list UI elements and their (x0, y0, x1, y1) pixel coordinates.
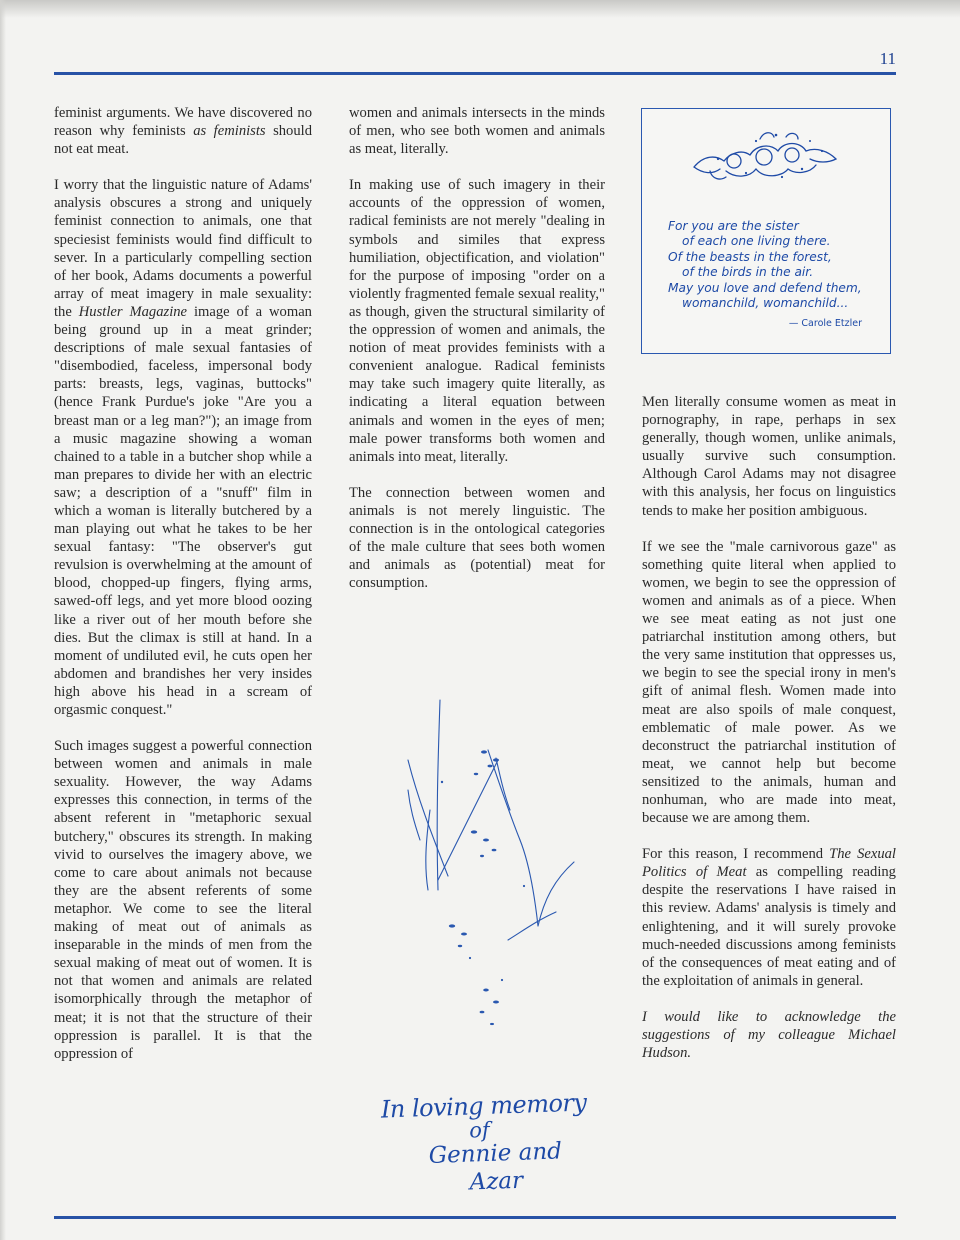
page-number: 11 (879, 49, 896, 68)
poem-line: of each one living there. (682, 234, 831, 249)
article-column-2 (349, 104, 605, 610)
memorial-line: Gennie and Azar (428, 1138, 563, 1196)
italic-phrase: as feminists (193, 123, 266, 140)
acknowledgement-text: I would like to acknowledge the suggestions of my colleague Michael Hudson. (642, 1008, 896, 1062)
col2-paragraph-1: women and animals intersects in the minds of men, who see both women and animals as meat, literally. (349, 105, 605, 158)
poem-verse (668, 219, 888, 311)
col3-paragraph-2: If we see the "male carnivorous gaze" as something quite literal when applied to women, we begin to see the oppression of women and animals as of a piece. When we see meat eating as not just one patriarchal institution among others, but the very same institution that oppresses us, we begin to see the special irony in men's gift of animal flesh. Women made into meat are also spoils of male conquest, emblematic of male power. As we deconstruct the patriarchal institution of meat, we cannot help but become sensitized to the animals, human and nonhuman, who are made into meat, because we are among them. (642, 538, 896, 827)
poem-line: womanchild, womanchild... (682, 296, 849, 311)
bottom-rule (54, 1216, 896, 1219)
col1-paragraph-2: I worry that the linguistic nature of Adams' analysis obscures a strong and uniquely feminist connection to animals, one that speciesist feminists would find difficult to sever. In a particularly compelling section of her book, Adams documents a powerful array of meat imagery in male sexuality: the Hustler Magazine image of a woman being ground up in a meat grinder; descriptions of male sexual fantasies of "disembodied, faceless, impersonal body parts: breasts, legs, vaginas, buttocks" (hence Frank Purdue's joke "Are you a breast man or a leg man?"); an image from a music magazine showing a woman chained to a table in a butcher shop while a man prepares to divide her with an electric saw; a description of a "snuff" film in which a woman is literally butchered by a man playing out what he takes to be her sexual fantasy: "The observer's gut revulsion is overwhelming at the amount of blood, chopped-up fingers, flying arms, sawed-off legs, and yet more blood oozing like a river out of her mouth before she dies. But the climax is still at hand. In a moment of undiluted evil, he cuts open her abdomen and brandishes her very insides high above his head in a scream of orgasmic conquest." (54, 177, 312, 718)
italic-phrase: Hustler Magazine (78, 303, 188, 320)
memorial-inscription (378, 1089, 591, 1199)
col2-paragraph-2: In making use of such imagery in their accounts of the oppression of women, radical feminists are not merely "dealing in symbols and similes that express humiliation, objectification, and violation" for the purpose of imposing "order on a violently fragmented female sexual reality," as though, given the structural similarity of the oppression of women and animals, the notion of meat provides feminists with a convenient analogue. Radical feminists may take such imagery quite literally, as indicating a literal equation between animals and women in the eyes of men; male power transforms both women and animals into meat, literally. (349, 177, 605, 465)
poem-box (641, 108, 891, 354)
page-left-edge (0, 0, 6, 1240)
memorial-line: In loving memory (380, 1088, 587, 1124)
col2-paragraph-3: The connection between women and animals is not merely linguistic. The connection is in the ontological categories of the male culture that sees both women and animals as (potential) meat for consumption. (349, 484, 605, 592)
poem-line: May you love and defend them, (668, 280, 862, 295)
poem-credit: — Carole Etzler (788, 318, 862, 329)
grass-sketch-illustration (378, 690, 608, 1050)
col1-paragraph-3: Such images suggest a powerful connection between women and animals in male sexuality. However, the way Adams expresses this connection, in terms of the absent referent in "metaphoric sexual butchery," obscures its strength. In making vivid to ourselves the imagery above, we come to care about animals not because they are the absent referents of some metaphor. We come to see the literal making of meat out of animals as inseparable in the minds of men from the sexual making of meat out of women. It is not that women and animals are related isomorphically through the metaphor of meat; it is not that the structure of their oppression is parallel. It is that the oppression of (54, 738, 312, 1062)
article-column-1 (54, 104, 312, 1081)
poem-line: For you are the sister (668, 219, 799, 233)
italic-phrase: The Sexual Politics of Meat (642, 846, 896, 881)
top-rule (54, 72, 896, 75)
acknowledgement (642, 1008, 896, 1062)
col3-paragraph-3: For this reason, I recommend The Sexual Politics of Meat as compelling reading despite the reservations I have raised in this review. Adams' analysis is timely and enlightening, and it will surely provoke much-needed discussions among feminists of the consequences of meat eating and of the exploitation of animals in general. (642, 846, 896, 989)
poem-line: Of the beasts in the forest, (668, 249, 832, 264)
article-column-3 (642, 393, 896, 1080)
memorial-line: of (468, 1117, 491, 1143)
poem-line: of the birds in the air. (682, 265, 814, 280)
col3-paragraph-1: Men literally consume women as meat in pornography, in rape, perhaps in sex generally, though women, unlike animals, usually survive such consumption. Although Carol Adams may not disagree with this analysis, her focus on linguistics tends to make her position ambiguous. (642, 394, 896, 519)
floral-ornament-icon (690, 127, 842, 187)
col1-paragraph-1: feminist arguments. We have discovered no reason why feminists as feminists should not eat meat. (54, 105, 312, 158)
scan-edge-shadow (0, 0, 960, 18)
